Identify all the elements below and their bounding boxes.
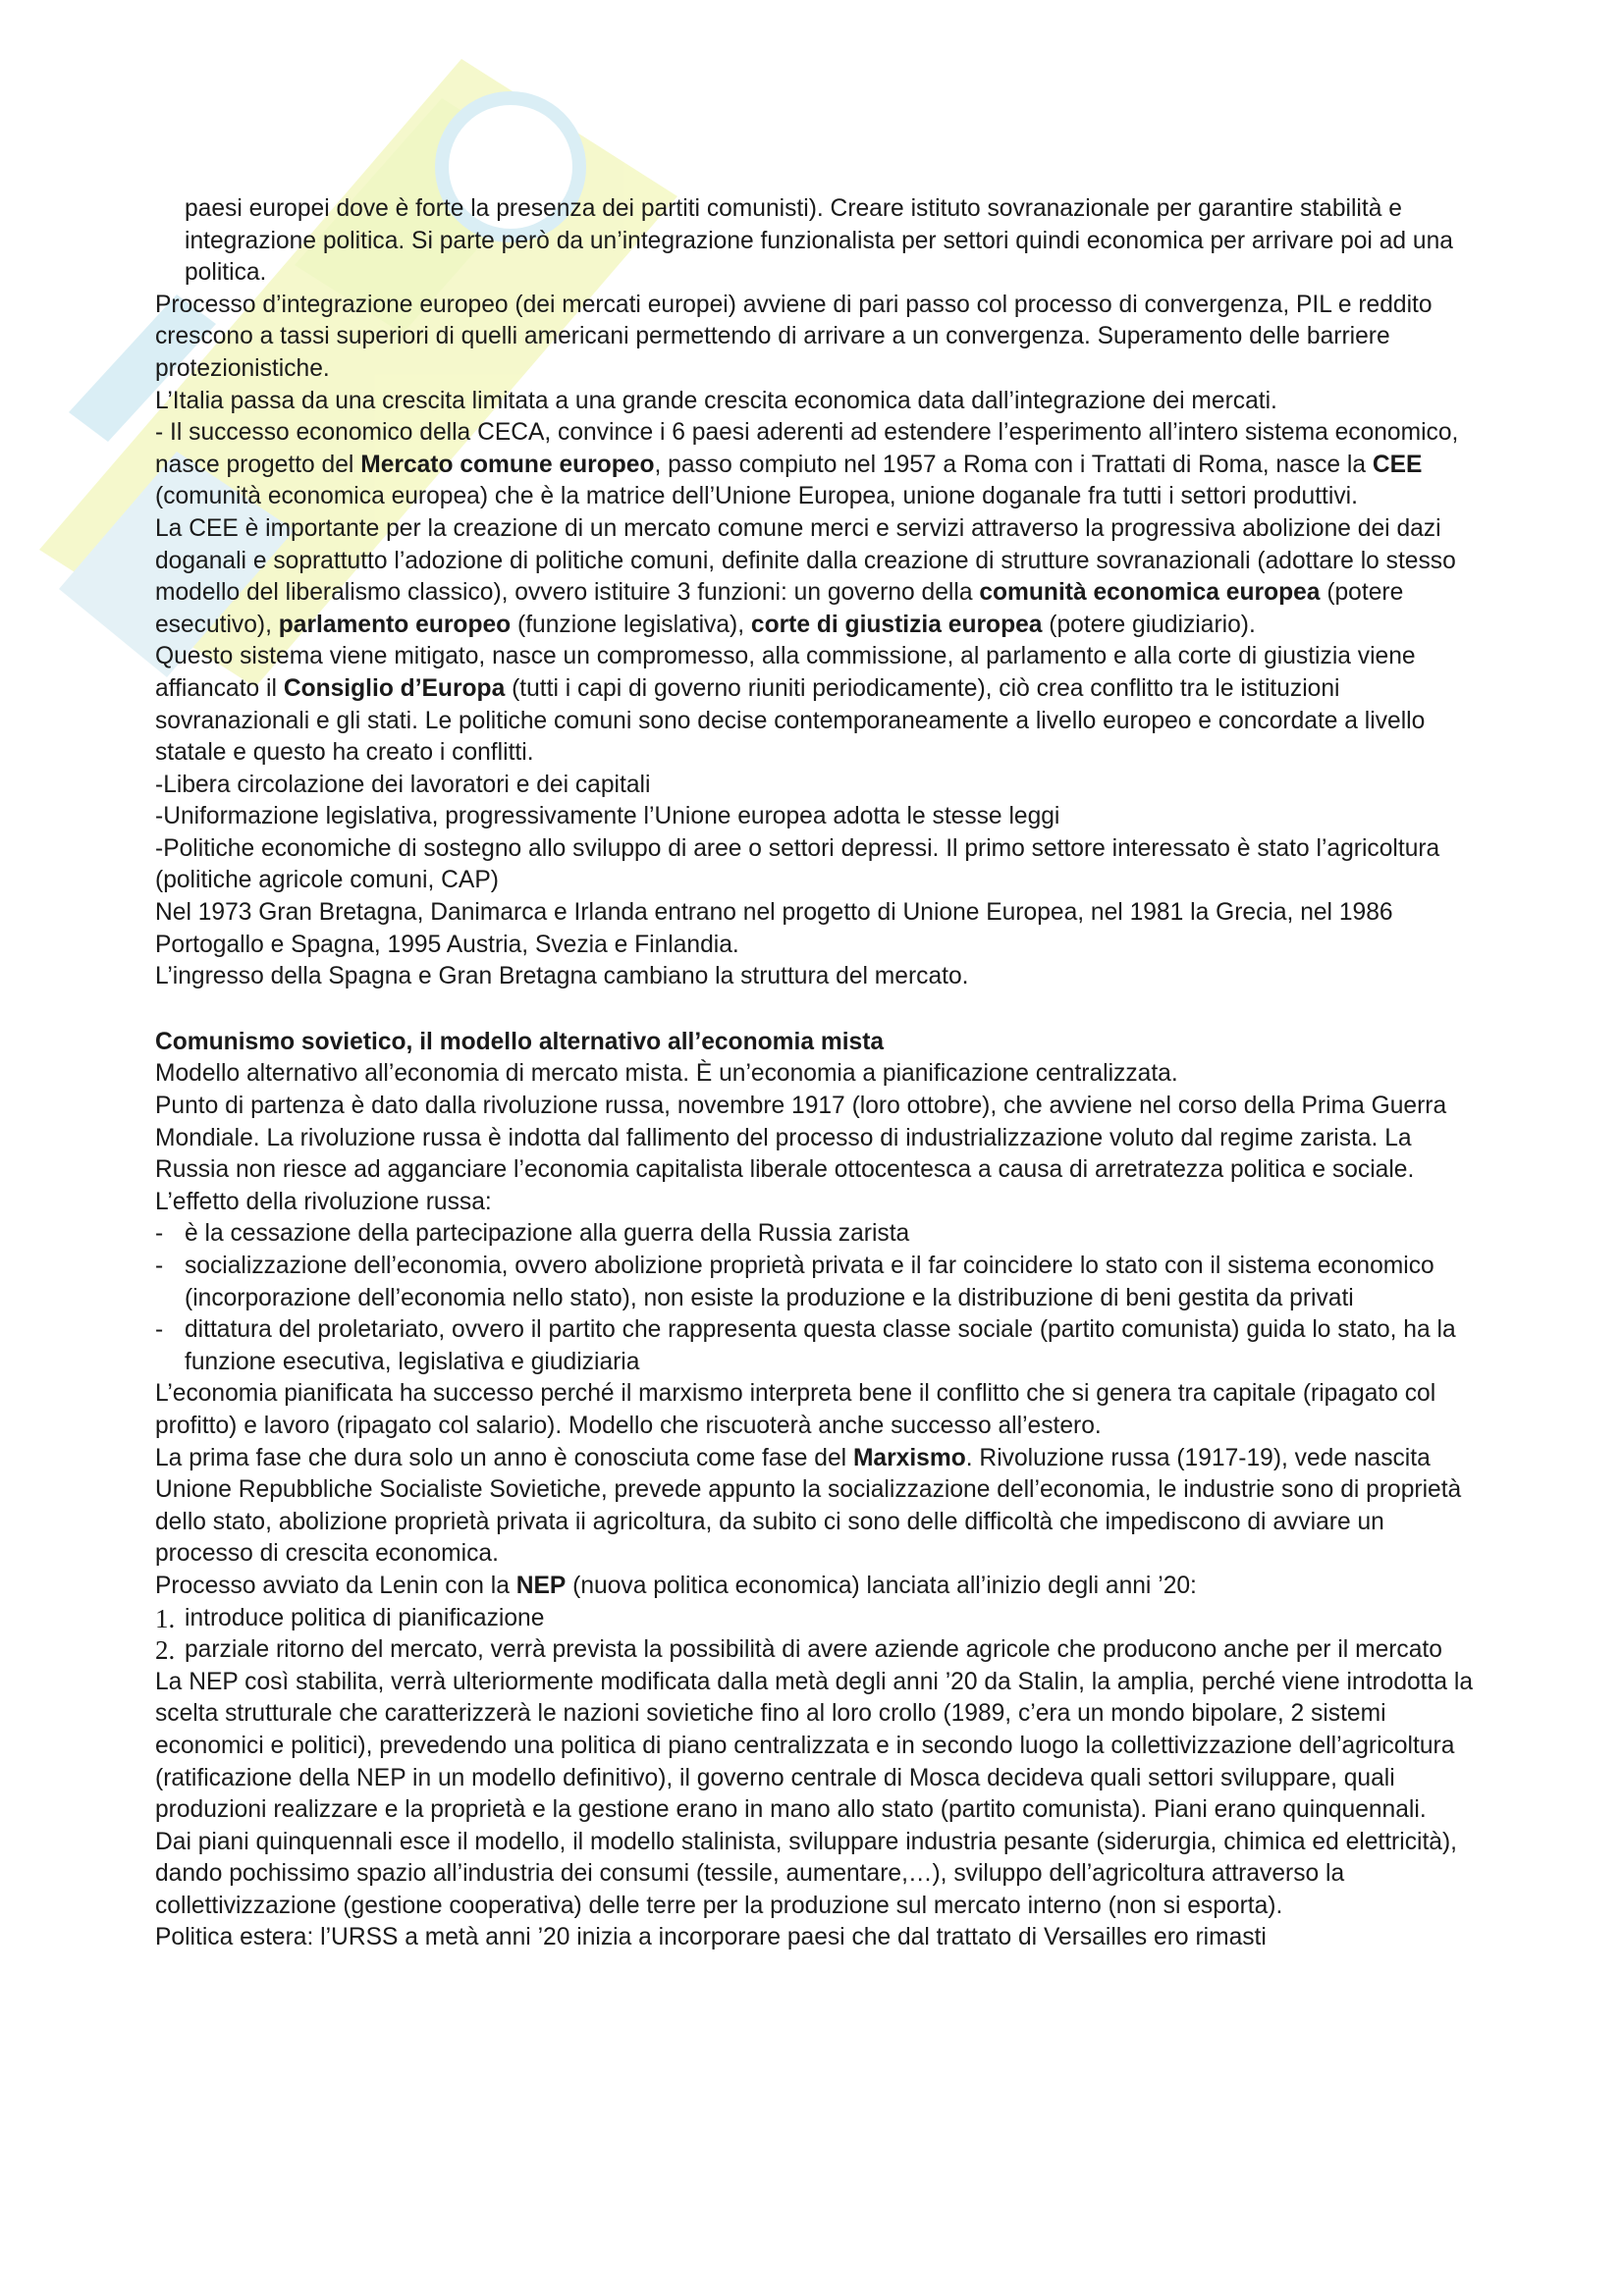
paragraph: Nel 1973 Gran Bretagna, Danimarca e Irlanda entrano nel progetto di Unione Europea, nel 1981 la Grecia, nel 1986 Portogallo e Spagna, 1995 Austria, Svezia e Finlandia.	[155, 899, 1393, 958]
number-mark: 2.	[155, 1635, 176, 1666]
list-item: -Uniformazione legislativa, progressivamente l’Unione europea adotta le stesse leggi	[155, 803, 1060, 830]
paragraph: Modello alternativo all’economia di mercato mista. È un’economia a pianificazione centralizzata.	[155, 1060, 1178, 1088]
bullet-mark: -	[155, 1316, 164, 1344]
bullet-item: - dittatura del proletariato, ovvero il partito che rappresenta questa classe sociale (partito comunista) guida lo stato, ha la funzione esecutiva, legislativa e giudiziaria	[155, 1314, 1486, 1378]
paragraph: Punto di partenza è dato dalla rivoluzione russa, novembre 1917 (loro ottobre), che avviene nel corso della Prima Guerra Mondiale. La rivoluzione russa è indotta dal fallimento del processo di industrializzazione voluto dal regime zarista. La Russia non riesce ad agganciare l’economia capitalista liberale ottocentesca a causa di arretratezza politica e sociale. L’effetto della rivoluzione russa:	[155, 1093, 1447, 1215]
paragraph: Questo sistema viene mitigato, nasce un compromesso, alla commissione, al parlamento e alla corte di giustizia viene affiancato il Consiglio d’Europa (tutti i capi di governo riuniti periodicamente), ciò crea conflitto tra le istituzioni sovranazionali e gli stati. Le politiche comuni sono decise contemporaneamente a livello europeo e concordate a livello statale e questo ha creato i conflitti.	[155, 643, 1426, 767]
numbered-item: 2. parziale ritorno del mercato, verrà prevista la possibilità di avere aziende agricole che producono anche per il mercato	[155, 1635, 1442, 1666]
paragraph: Processo avviato da Lenin con la NEP (nuova politica economica) lanciata all’inizio degli anni ’20:	[155, 1572, 1197, 1599]
numbered-item: 1. introduce politica di pianificazione	[155, 1603, 545, 1633]
document-body	[155, 193, 1486, 1954]
paragraph: Dai piani quinquennali esce il modello, il modello stalinista, sviluppare industria pesante (siderurgia, chimica ed elettricità), dando pochissimo spazio all’industria dei consumi (tessile, aumentare,…), sviluppo dell’agricoltura attraverso la collettivizzazione (gestione cooperativa) delle terre per la produzione sul mercato interno (non si esporta).	[155, 1828, 1458, 1919]
paragraph: La CEE è importante per la creazione di un mercato comune merci e servizi attraverso la progressiva abolizione dei dazi doganali e soprattutto l’adozione di politiche comuni, definite dalla creazione di strutture sovranazionali (adottare lo stesso modello del liberalismo classico), ovvero istituire 3 funzioni: un governo della comunità economica europea (potere esecutivo), parlamento europeo (funzione legislativa), corte di giustizia europea (potere giudiziario).	[155, 514, 1456, 638]
paragraph: - Il successo economico della CECA, convince i 6 paesi aderenti ad estendere l’esperimento all’intero sistema economico, nasce progetto del Mercato comune europeo, passo compiuto nel 1957 a Roma con i Trattati di Roma, nasce la CEE (comunità economica europea) che è la matrice dell’Unione Europea, unione doganale fra tutti i settori produttivi.	[155, 419, 1459, 510]
paragraph: Politica estera: l’URSS a metà anni ’20 inizia a incorporare paesi che dal trattato di Versailles ero rimasti	[155, 1924, 1267, 1951]
paragraph: paesi europei dove è forte la presenza dei partiti comunisti). Creare istituto sovranazionale per garantire stabilità e integrazione politica. Si parte però da un’integrazione funzionalista per settori quindi economica per arrivare poi ad una politica.	[185, 195, 1453, 287]
number-mark: 1.	[155, 1603, 176, 1633]
paragraph: L’ingresso della Spagna e Gran Bretagna cambiano la struttura del mercato.	[155, 963, 969, 990]
paragraph: Processo d’integrazione europeo (dei mercati europei) avviene di pari passo col processo di convergenza, PIL e reddito crescono a tassi superiori di quelli americani permettendo di arrivare a un convergenza. Superamento delle barriere protezionistiche.	[155, 291, 1433, 382]
paragraph: L’economia pianificata ha successo perché il marxismo interpreta bene il conflitto che si genera tra capitale (ripagato col profitto) e lavoro (ripagato col salario). Modello che riscuoterà anche successo all’estero.	[155, 1380, 1436, 1439]
section-heading: Comunismo sovietico, il modello alternativo all’economia mista	[155, 1028, 885, 1055]
list-item: -Libera circolazione dei lavoratori e dei capitali	[155, 771, 651, 798]
bullet-item: - è la cessazione della partecipazione alla guerra della Russia zarista	[155, 1218, 1486, 1251]
bullet-item: - socializzazione dell’economia, ovvero abolizione proprietà privata e il far coincidere lo stato con il sistema economico (incorporazione dell’economia nello stato), non esiste la produzione e la distribuzione di beni gestita da privati	[155, 1251, 1486, 1314]
bullet-mark: -	[155, 1220, 164, 1248]
paragraph: L’Italia passa da una crescita limitata a una grande crescita economica data dall’integrazione dei mercati.	[155, 387, 1277, 414]
paragraph: La prima fase che dura solo un anno è conosciuta come fase del Marxismo. Rivoluzione russa (1917-19), vede nascita Unione Repubbliche Socialiste Sovietiche, prevede appunto la socializzazione dell’economia, le industrie sono di proprietà dello stato, abolizione proprietà privata ii agricoltura, da subito ci sono delle difficoltà che impediscono di avviare un processo di crescita economica.	[155, 1444, 1462, 1568]
bullet-mark: -	[155, 1253, 164, 1279]
list-item: -Politiche economiche di sostegno allo sviluppo di aree o settori depressi. Il primo settore interessato è stato l’agricoltura (politiche agricole comuni, CAP)	[155, 834, 1440, 894]
paragraph: La NEP così stabilita, verrà ulteriormente modificata dalla metà degli anni ’20 da Stalin, la amplia, perché viene introdotta la scelta strutturale che caratterizzerà le nazioni sovietiche fino al loro crollo (1989, c’era un mondo bipolare, 2 sistemi economici e politici), prevedendo una politica di piano centralizzata e in secondo luogo la collettivizzazione dell’agricoltura (ratificazione della NEP in un modello definitivo), il governo centrale di Mosca decideva quali settori sviluppare, quali produzioni realizzare e la proprietà e la gestione erano in mano allo stato (partito comunista). Piani erano quinquennali.	[155, 1668, 1474, 1824]
